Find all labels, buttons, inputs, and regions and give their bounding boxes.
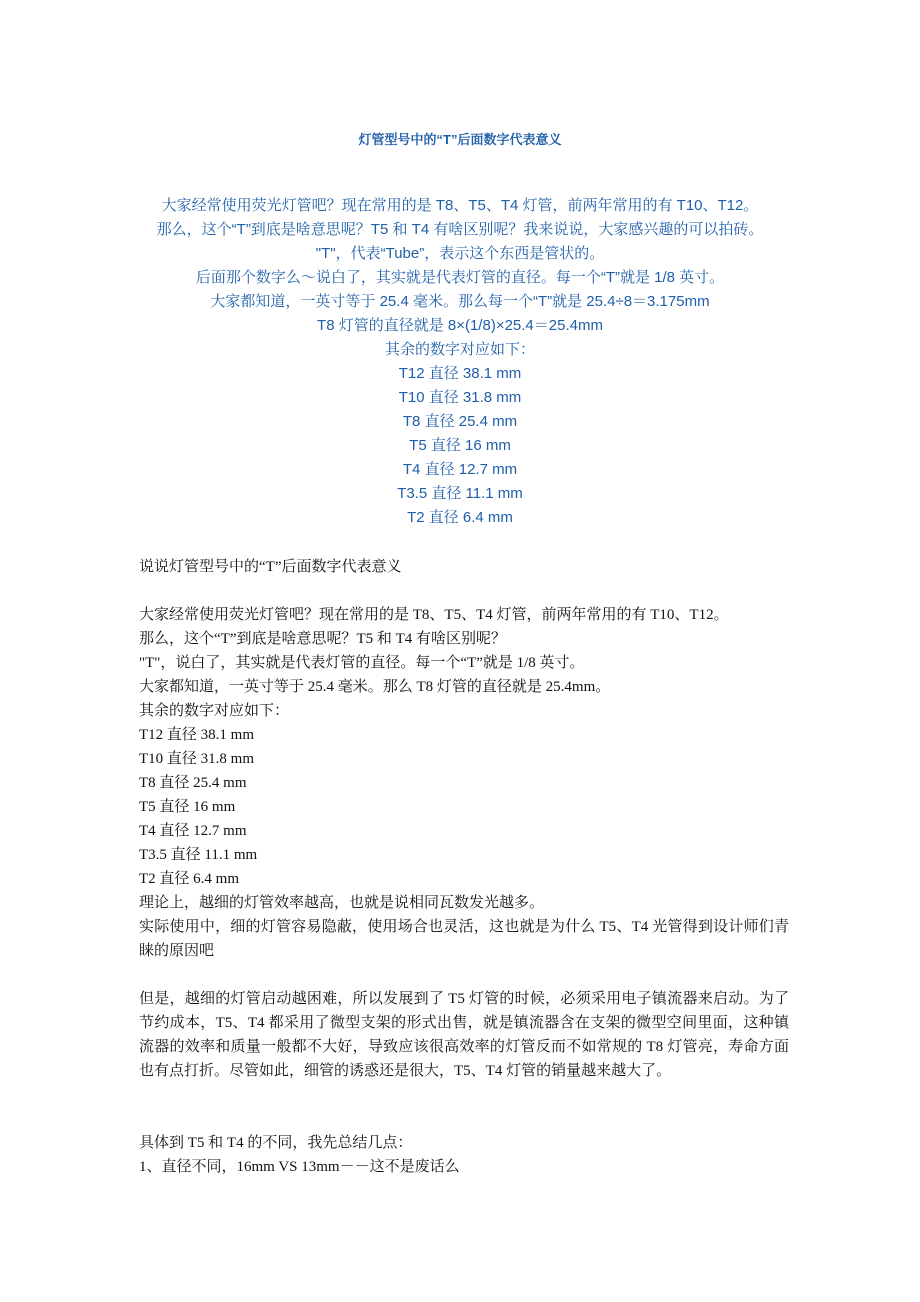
body-line: 大家经常使用荧光灯管吧？现在常用的是 T8、T5、T4 灯管，前两年常用的有 T10、T12。 [139, 607, 729, 623]
diameter-row: T3.5 直径 11.1 mm [139, 847, 258, 863]
paragraph-however: 但是，越细的灯管启动越困难，所以发展到了 T5 灯管的时候，必须采用电子镇流器来启动。为了节约成本，T5、T4 都采用了微型支架的形式出售，就是镇流器含在支架的微型空间里面，这种镇流器的效率和质量一般都不大好，导致应该很高效率的灯管反而不如常规的 T8 灯管亮，寿命方面也有点打折。尽管如此，细管的诱惑还是很大，T5、T4 灯管的销量越来越大了。 [139, 991, 789, 1079]
summary-section [139, 1131, 789, 1179]
blue-line: 后面那个数字么～说白了，其实就是代表灯管的直径。每一个“T”就是 1/8 英寸。 [195, 269, 725, 286]
diameter-row: T10 直径 31.8 mm [139, 751, 254, 767]
blue-line: T8 灯管的直径就是 8×(1/8)×25.4＝25.4mm [317, 317, 603, 334]
diameter-row: T4 直径 12.7 mm [139, 823, 247, 839]
body-line: 其余的数字对应如下： [139, 703, 290, 719]
paragraph-practical-use: 实际使用中，细的灯管容易隐蔽，使用场合也灵活，这也就是为什么 T5、T4 光管得到设计师们青睐的原因吧 [139, 919, 789, 959]
article-heading-section [139, 555, 789, 579]
body-line: "T"，说白了，其实就是代表灯管的直径。每一个“T”就是 1/8 英寸。 [139, 655, 585, 671]
diameter-row: T2 直径 6.4 mm [139, 871, 239, 887]
blue-line: 那么，这个“T”到底是啥意思呢？T5 和 T4 有啥区别呢？我来说说，大家感兴趣的可以拍砖。 [156, 221, 764, 238]
article-heading: 说说灯管型号中的“T”后面数字代表意义 [139, 559, 402, 575]
diameter-row: T12 直径 38.1 mm [139, 727, 254, 743]
diameter-row: T5 直径 16 mm [139, 799, 236, 815]
blue-summary-section [0, 194, 920, 530]
summary-point-1: 1、直径不同，16mm VS 13mm－－这不是废话么 [139, 1159, 460, 1175]
summary-intro: 具体到 T5 和 T4 的不同，我先总结几点： [139, 1135, 413, 1151]
article-body-section [139, 603, 789, 963]
blue-diameter-row: T12 直径 38.1 mm [398, 365, 522, 382]
paragraph-however-section [139, 987, 789, 1083]
blue-line: 其余的数字对应如下： [384, 341, 535, 358]
blue-line: 大家都知道，一英寸等于 25.4 毫米。那么每一个“T”就是 25.4÷8＝3.175mm [210, 293, 710, 310]
blue-diameter-row: T10 直径 31.8 mm [398, 389, 522, 406]
body-line: 大家都知道，一英寸等于 25.4 毫米。那么 T8 灯管的直径就是 25.4mm。 [139, 679, 611, 695]
blue-diameter-row: T4 直径 12.7 mm [402, 461, 518, 478]
document-title: 灯管型号中的“T”后面数字代表意义 [358, 132, 562, 147]
body-line: 那么，这个“T”到底是啥意思呢？T5 和 T4 有啥区别呢？ [139, 631, 507, 647]
blue-diameter-row: T2 直径 6.4 mm [407, 509, 513, 526]
blue-line: 大家经常使用荧光灯管吧？现在常用的是 T8、T5、T4 灯管，前两年常用的有 T10、T12。 [161, 197, 759, 214]
blue-diameter-row: T8 直径 25.4 mm [402, 413, 518, 430]
body-line: 理论上，越细的灯管效率越高，也就是说相同瓦数发光越多。 [139, 895, 545, 911]
blue-diameter-row: T3.5 直径 11.1 mm [397, 485, 523, 502]
blue-diameter-row: T5 直径 16 mm [409, 437, 511, 454]
blue-line: "T"，代表“Tube”，表示这个东西是管状的。 [315, 245, 605, 262]
diameter-row: T8 直径 25.4 mm [139, 775, 247, 791]
